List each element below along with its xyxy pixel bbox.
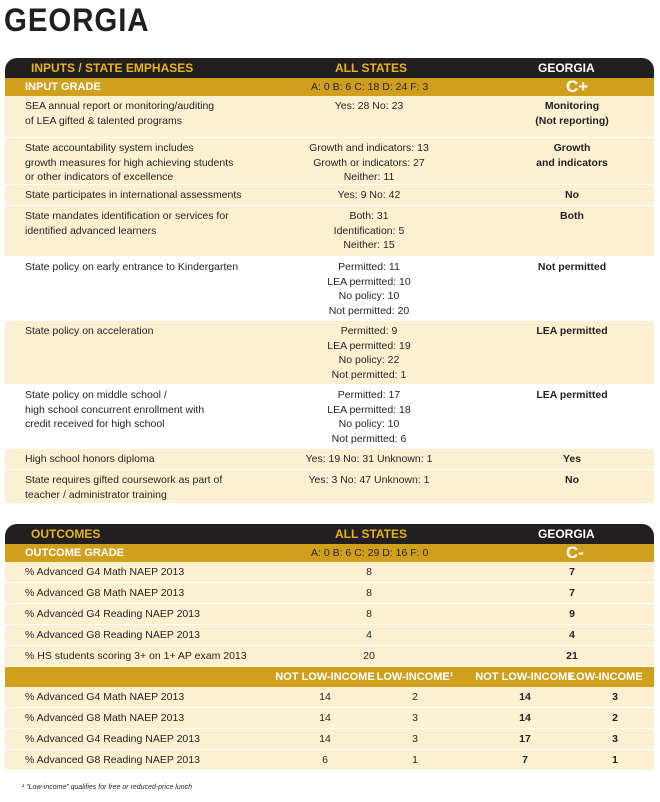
state-not-low-income-value: 14 (519, 712, 531, 724)
all-not-low-income-header: NOT LOW-INCOME (275, 671, 375, 683)
row-all-states: Yes: 28 No: 23 (334, 100, 404, 112)
all-low-income-value: 2 (412, 691, 418, 703)
table-row (5, 257, 654, 321)
inputs-header (5, 58, 654, 78)
row-label: State accountability system includes growth measures for high achieving students or other indicators of excellence (25, 142, 234, 183)
all-not-low-income-value: 14 (319, 691, 331, 703)
input-grade-value: C+ (566, 77, 589, 96)
table-row (5, 625, 654, 646)
input-grade-label: INPUT GRADE (25, 81, 101, 93)
outcome-grade-row (5, 544, 654, 562)
state-low-income-value: 3 (612, 691, 618, 703)
all-not-low-income-value: 14 (319, 712, 331, 724)
state-header: GEORGIA (538, 61, 595, 75)
inputs-table (5, 58, 654, 504)
outcomes-header (5, 524, 654, 544)
row-all-states: 8 (366, 587, 372, 599)
row-state-value: 7 (569, 566, 575, 578)
all-states-header: ALL STATES (335, 61, 407, 75)
row-state-value: Yes (562, 453, 582, 465)
table-row (5, 562, 654, 583)
row-all-states: 20 (363, 650, 375, 662)
row-all-states: Permitted: 17 LEA permitted: 18 No policy: 10 Not permitted: 6 (327, 389, 411, 445)
state-not-low-income-header: NOT LOW-INCOME (475, 671, 575, 683)
row-label: State mandates identification or services for identified advanced learners (25, 210, 229, 237)
row-label: % Advanced G4 Math NAEP 2013 (25, 691, 185, 703)
row-all-states: Yes: 3 No: 47 Unknown: 1 (308, 474, 430, 486)
row-state-value: 4 (569, 629, 575, 641)
row-label: High school honors diploma (25, 453, 155, 465)
outcome-grade-distribution: A: 0 B: 6 C: 29 D: 16 F: 0 (311, 547, 429, 559)
row-label: % Advanced G8 Reading NAEP 2013 (25, 754, 200, 766)
table-row (5, 750, 654, 771)
row-label: State policy on early entrance to Kindergarten (25, 261, 239, 273)
row-state-value: 9 (569, 608, 575, 620)
row-state-value: Growth and indicators (536, 142, 608, 169)
table-row (5, 96, 654, 138)
state-low-income-value: 2 (612, 712, 618, 724)
table-row (5, 470, 654, 504)
table-row (5, 385, 654, 449)
outcome-grade-value: C- (566, 543, 584, 562)
row-state-value: LEA permitted (536, 389, 608, 401)
table-row (5, 449, 654, 470)
table-row (5, 138, 654, 185)
outcome-grade-label: OUTCOME GRADE (25, 547, 124, 559)
row-label: SEA annual report or monitoring/auditing of LEA gifted & talented programs (25, 100, 215, 127)
row-all-states: Both: 31 Identification: 5 Neither: 15 (333, 210, 405, 251)
row-label: State requires gifted coursework as part of teacher / administrator training (25, 474, 223, 501)
table-row (5, 206, 654, 257)
outcomes-header-label: OUTCOMES (31, 527, 101, 541)
row-all-states: Yes: 19 No: 31 Unknown: 1 (305, 453, 433, 465)
row-label: % HS students scoring 3+ on 1+ AP exam 2013 (25, 650, 247, 662)
row-all-states: Permitted: 9 LEA permitted: 19 No policy: 22 Not permitted: 1 (327, 325, 411, 381)
table-row (5, 583, 654, 604)
state-low-income-header: LOW-INCOME (569, 671, 643, 683)
row-all-states: Growth and indicators: 13 Growth or indicators: 27 Neither: 11 (309, 142, 429, 183)
row-label: State policy on acceleration (25, 325, 154, 337)
outcomes-table (5, 524, 654, 771)
row-label: % Advanced G4 Reading NAEP 2013 (25, 733, 200, 745)
state-not-low-income-value: 14 (519, 691, 531, 703)
table-row (5, 646, 654, 667)
table-row (5, 729, 654, 750)
page-title: GEORGIA (4, 2, 150, 38)
table-row (5, 321, 654, 385)
row-state-value: No (565, 189, 579, 201)
row-state-value: 7 (569, 587, 575, 599)
all-low-income-value: 3 (412, 733, 418, 745)
table-row (5, 687, 654, 708)
table-row (5, 185, 654, 206)
row-all-states: 8 (366, 566, 372, 578)
row-state-value: Monitoring (Not reporting) (535, 100, 609, 127)
row-all-states: 8 (366, 608, 372, 620)
row-label: % Advanced G4 Math NAEP 2013 (25, 566, 185, 578)
row-state-value: 21 (566, 650, 578, 662)
table-row (5, 604, 654, 625)
input-grade-distribution: A: 0 B: 6 C: 18 D: 24 F: 3 (311, 81, 429, 93)
row-all-states: Yes: 9 No: 42 (337, 189, 401, 201)
all-low-income-header: LOW-INCOME¹ (376, 671, 454, 683)
row-label: % Advanced G8 Reading NAEP 2013 (25, 629, 200, 641)
footnote: ¹ “Low-income” qualifies for free or reduced-price lunch (22, 784, 193, 791)
state-not-low-income-value: 7 (522, 754, 528, 766)
state-low-income-value: 3 (612, 733, 618, 745)
row-label: State participates in international assessments (25, 189, 242, 201)
row-state-value: LEA permitted (536, 325, 608, 337)
input-grade-row (5, 78, 654, 96)
row-all-states: 4 (366, 629, 372, 641)
all-low-income-value: 3 (412, 712, 418, 724)
row-label: % Advanced G8 Math NAEP 2013 (25, 712, 185, 724)
row-state-value: Not permitted (537, 261, 607, 273)
all-not-low-income-value: 14 (319, 733, 331, 745)
state-not-low-income-value: 17 (519, 733, 531, 745)
row-label: State policy on middle school / high school concurrent enrollment with credit received for high school (25, 389, 205, 430)
row-state-value: Both (560, 210, 584, 222)
all-not-low-income-value: 6 (322, 754, 328, 766)
table-row (5, 708, 654, 729)
row-state-value: No (565, 474, 579, 486)
row-label: % Advanced G8 Math NAEP 2013 (25, 587, 185, 599)
inputs-header-label: INPUTS / STATE EMPHASES (31, 61, 194, 75)
state-header: GEORGIA (538, 527, 595, 541)
row-label: % Advanced G4 Reading NAEP 2013 (25, 608, 200, 620)
all-states-header: ALL STATES (335, 527, 407, 541)
state-low-income-value: 1 (612, 754, 618, 766)
all-low-income-value: 1 (412, 754, 418, 766)
income-subheader (5, 667, 654, 687)
row-all-states: Permitted: 11 LEA permitted: 10 No policy: 10 Not permitted: 20 (327, 261, 411, 317)
